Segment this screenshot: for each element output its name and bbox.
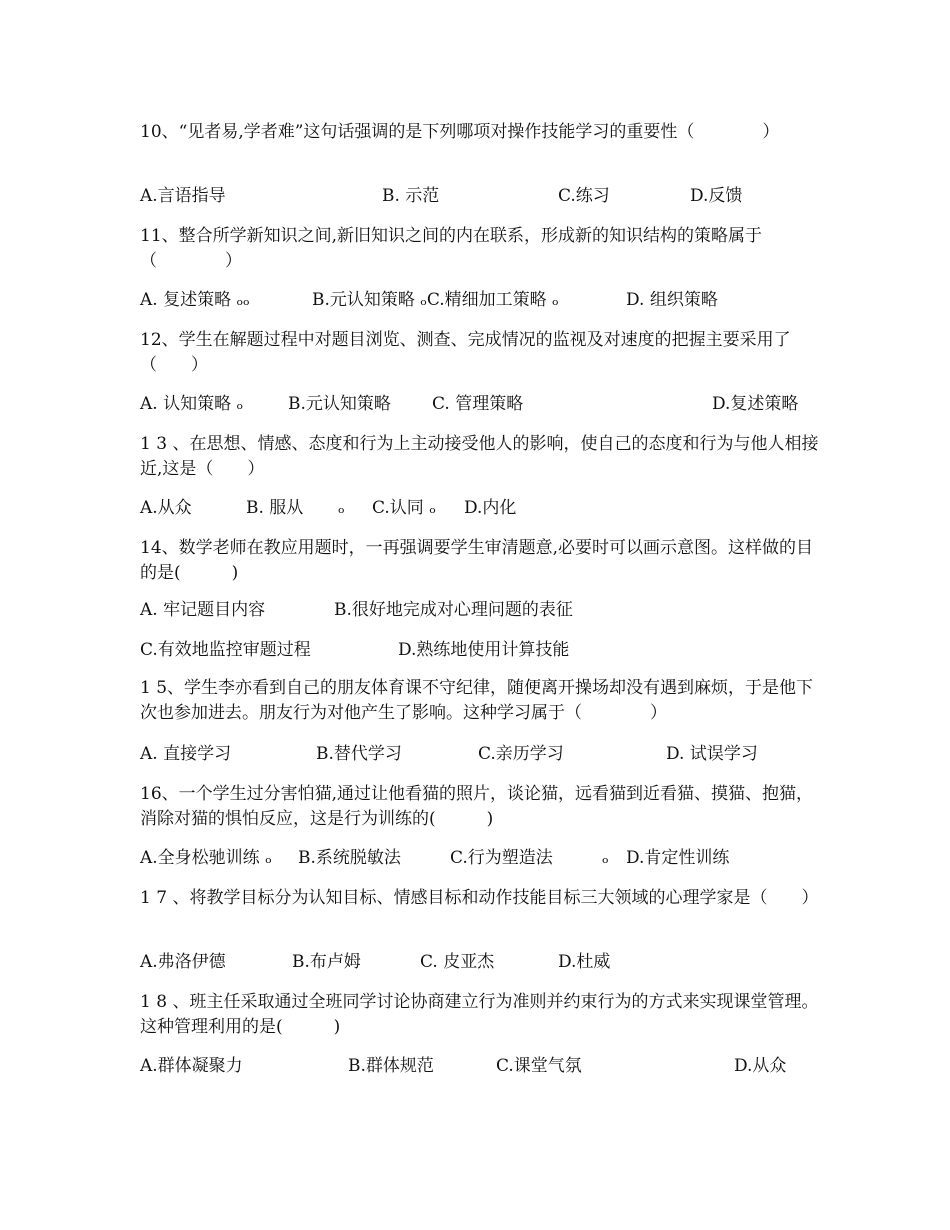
- option-d: D.杜威: [558, 952, 611, 972]
- question-11-options: [140, 288, 820, 313]
- question-12-options: [140, 392, 820, 417]
- option-b-c: B.元认知策略 ₒC.精细加工策略 ₒ: [312, 290, 559, 310]
- option-a: A.言语指导: [140, 186, 226, 206]
- option-b: B.系统脱敏法: [298, 848, 401, 868]
- option-a: A.全身松驰训练 ₒ: [140, 848, 272, 868]
- option-a: A. 认知策略 ₒ: [140, 394, 244, 414]
- option-d: D.肯定性训练: [626, 848, 730, 868]
- question-14-stem: 14、数学老师在教应用题时，一再强调要学生审清题意,必要时可以画示意图。这样做的目的是( ): [140, 538, 814, 583]
- question-13-stem: 1 3 、在思想、情感、态度和行为上主动接受他人的影响，使自己的态度和行为与他人相接近,这是（ ）: [140, 434, 819, 479]
- question-14-options-row2: [140, 638, 820, 663]
- question-10-options: [140, 184, 820, 209]
- option-mark: ₒ: [602, 848, 609, 868]
- option-d: D.反馈: [690, 186, 743, 206]
- question-14-options-row1: [140, 598, 820, 623]
- option-c: C. 皮亚杰: [420, 952, 495, 972]
- option-c: C.认同 ₒ: [372, 498, 436, 518]
- option-b: B. 服从: [246, 498, 304, 518]
- question-18-options: [140, 1054, 820, 1079]
- option-d: D. 试误学习: [666, 744, 758, 764]
- option-c: C.有效地监控审题过程: [140, 640, 311, 660]
- question-10-stem: 10、“见者易,学者难”这句话强调的是下列哪项对操作技能学习的重要性（ ）: [140, 122, 780, 142]
- option-b: B.布卢姆: [292, 952, 361, 972]
- option-d: D.复述策略: [712, 394, 799, 414]
- question-12-stem: 12、学生在解题过程中对题目浏览、测查、完成情况的监视及对速度的把握主要采用了（ ）: [140, 330, 791, 375]
- option-d: D.熟练地使用计算技能: [398, 640, 570, 660]
- option-b: B.元认知策略: [288, 394, 391, 414]
- question-11-stem: 11、整合所学新知识之间,新旧知识之间的内在联系，形成新的知识结构的策略属于（ ）: [140, 226, 763, 271]
- option-c: C. 管理策略: [432, 394, 524, 414]
- option-c: C.课堂气氛: [496, 1056, 582, 1076]
- question-16-options: [140, 846, 820, 871]
- option-c: C.亲历学习: [478, 744, 564, 764]
- option-a: A. 直接学习: [140, 744, 232, 764]
- option-a: A.群体凝聚力: [140, 1056, 243, 1076]
- option-d: D.内化: [464, 498, 517, 518]
- option-a: A. 牢记题目内容: [140, 600, 266, 620]
- option-a: A.从众: [140, 498, 192, 518]
- question-16-stem: 16、一个学生过分害怕猫,通过让他看猫的照片，谈论猫，远看猫到近看猫、摸猫、抱猫，消除对猫的惧怕反应，这是行为训练的( ): [140, 784, 814, 829]
- question-15-options: [140, 742, 820, 767]
- option-b: B.很好地完成对心理问题的表征: [334, 600, 573, 620]
- question-17-options: [140, 950, 820, 975]
- option-b: B.替代学习: [316, 744, 402, 764]
- option-d: D.从众: [734, 1056, 787, 1076]
- option-a: A.弗洛伊德: [140, 952, 226, 972]
- option-mark: ₒ: [338, 498, 345, 518]
- question-18-stem: 1 8 、班主任采取通过全班同学讨论协商建立行为准则并约束行为的方式来实现课堂管理。这种管理利用的是( ): [140, 992, 819, 1037]
- option-c: C.行为塑造法: [450, 848, 553, 868]
- question-17-stem: 1 7 、将教学目标分为认知目标、情感目标和动作技能目标三大领域的心理学家是（ ）: [140, 888, 819, 908]
- question-15-stem: 1 5、学生李亦看到自己的朋友体育课不守纪律，随便离开操场却没有遇到麻烦，于是他下次也参加进去。朋友行为对他产生了影响。这种学习属于（ ）: [140, 678, 814, 723]
- option-c: C.练习: [558, 186, 610, 206]
- question-13-options: [140, 496, 820, 521]
- option-a: A. 复述策略 ₒₒ: [140, 290, 250, 310]
- option-b: B. 示范: [382, 186, 440, 206]
- option-d: D. 组织策略: [626, 290, 718, 310]
- option-b: B.群体规范: [348, 1056, 434, 1076]
